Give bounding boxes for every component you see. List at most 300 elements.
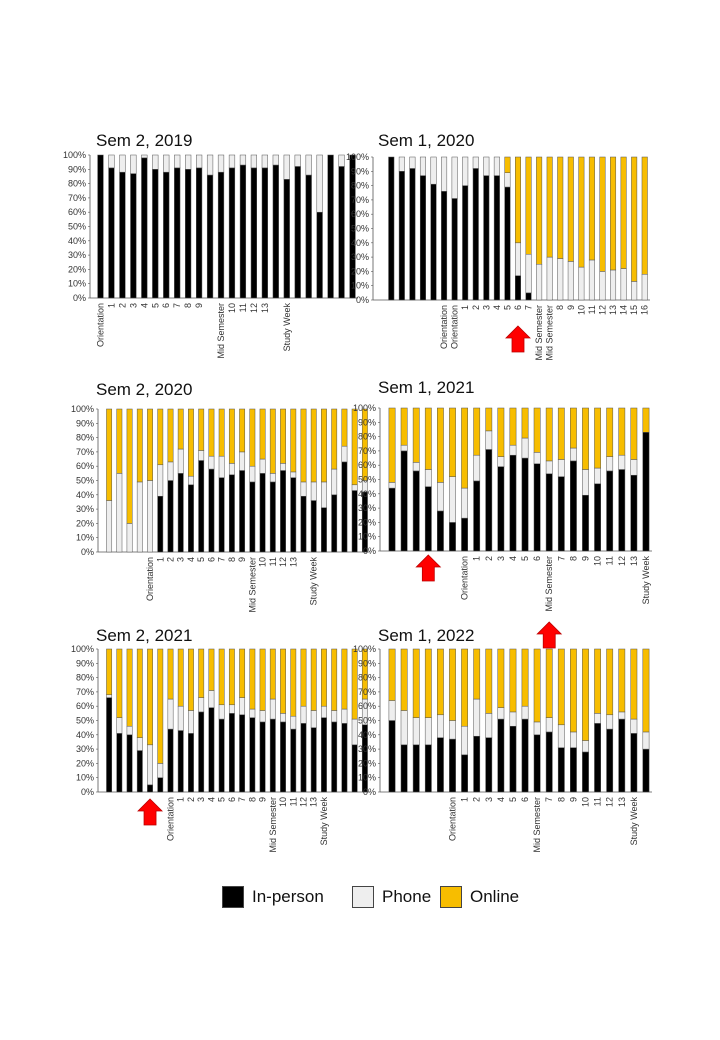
bar-segment-inperson bbox=[399, 171, 404, 300]
y-tick-label: 70% bbox=[75, 446, 94, 457]
bar-segment-inperson bbox=[321, 508, 326, 552]
legend-swatch-phone bbox=[352, 886, 374, 908]
x-tick-label: Orientation bbox=[449, 305, 460, 350]
bar-segment-phone bbox=[306, 155, 312, 175]
bar-segment-inperson bbox=[420, 176, 425, 300]
bar-segment-online bbox=[643, 408, 649, 432]
bar-segment-online bbox=[332, 409, 337, 469]
bar-segment-phone bbox=[291, 472, 296, 478]
y-tick-label: 10% bbox=[75, 532, 94, 543]
bar-segment-phone bbox=[229, 155, 235, 168]
y-tick-label: 80% bbox=[75, 672, 94, 683]
bar-segment-online bbox=[188, 649, 193, 710]
x-tick-label: Mid Semester bbox=[534, 305, 545, 361]
bar-segment-inperson bbox=[607, 729, 613, 792]
y-tick-label: 0% bbox=[355, 295, 369, 305]
bar-segment-inperson bbox=[168, 729, 173, 792]
bar-segment-phone bbox=[260, 710, 265, 721]
chart-title: Sem 1, 2021 bbox=[378, 378, 475, 397]
y-tick-label: 80% bbox=[357, 431, 376, 442]
bar-segment-phone bbox=[218, 155, 224, 172]
bar-segment-online bbox=[270, 409, 275, 473]
bar-segment-inperson bbox=[582, 495, 588, 551]
bar-segment-phone bbox=[321, 706, 326, 717]
bar-segment-phone bbox=[401, 710, 407, 744]
bar-segment-online bbox=[117, 649, 122, 718]
x-tick-label: Orientation bbox=[459, 556, 470, 601]
x-tick-label: 2 bbox=[117, 303, 128, 309]
bar-segment-online bbox=[621, 157, 626, 269]
bar-segment-phone bbox=[141, 155, 147, 158]
legend-label-inperson: In-person bbox=[252, 887, 324, 906]
bar-segment-online bbox=[437, 408, 443, 482]
y-tick-label: 0% bbox=[80, 547, 94, 557]
bar-segment-inperson bbox=[498, 467, 504, 551]
x-tick-label: Study Week bbox=[640, 556, 651, 605]
x-tick-label: 7 bbox=[544, 797, 555, 803]
bar-segment-online bbox=[425, 649, 431, 718]
bar-segment-inperson bbox=[413, 471, 419, 551]
x-tick-label: 11 bbox=[237, 303, 248, 313]
bar-segment-online bbox=[270, 649, 275, 699]
bar-segment-phone bbox=[280, 463, 285, 470]
bar-segment-phone bbox=[474, 455, 480, 481]
bar-segment-inperson bbox=[250, 482, 255, 552]
y-tick-label: 30% bbox=[350, 252, 369, 263]
bar-segment-phone bbox=[301, 706, 306, 723]
bar-segment-inperson bbox=[239, 715, 244, 792]
bar-segment-phone bbox=[631, 459, 637, 475]
x-tick-label: 12 bbox=[604, 797, 615, 808]
bar-segment-phone bbox=[534, 722, 540, 735]
legend-item-inperson bbox=[222, 884, 324, 910]
bar-segment-online bbox=[582, 649, 588, 741]
bar-segment-phone bbox=[420, 157, 425, 176]
bar-segment-inperson bbox=[273, 165, 279, 298]
bar-segment-online bbox=[474, 408, 480, 455]
bar-segment-phone bbox=[251, 155, 257, 168]
y-tick-label: 50% bbox=[357, 474, 376, 485]
bar-segment-inperson bbox=[473, 168, 478, 300]
bar-segment-online bbox=[301, 409, 306, 482]
y-tick-label: 40% bbox=[350, 237, 369, 248]
bar-segment-phone bbox=[332, 710, 337, 721]
y-tick-label: 60% bbox=[357, 701, 376, 712]
bar-segment-inperson bbox=[178, 473, 183, 552]
bar-segment-phone bbox=[449, 477, 455, 523]
y-tick-label: 80% bbox=[350, 180, 369, 191]
chart-3 bbox=[71, 380, 370, 613]
bar-segment-phone bbox=[339, 155, 345, 166]
bar-segment-phone bbox=[174, 155, 180, 168]
bar-segment-inperson bbox=[462, 186, 467, 300]
bar-segment-inperson bbox=[594, 484, 600, 551]
x-tick-label: Study Week bbox=[281, 303, 292, 352]
y-tick-label: 20% bbox=[75, 518, 94, 529]
x-tick-label: 12 bbox=[248, 303, 259, 314]
bar-segment-phone bbox=[106, 501, 111, 552]
bar-segment-inperson bbox=[209, 469, 214, 552]
bar-segment-inperson bbox=[270, 482, 275, 552]
bar-segment-inperson bbox=[120, 172, 126, 298]
bar-segment-phone bbox=[452, 157, 457, 198]
x-tick-label: 10 bbox=[592, 556, 603, 567]
x-tick-label: 10 bbox=[278, 797, 289, 808]
legend-item-phone bbox=[352, 884, 431, 910]
bar-segment-phone bbox=[461, 488, 467, 518]
y-tick-label: 60% bbox=[350, 209, 369, 220]
bar-segment-inperson bbox=[494, 176, 499, 300]
y-tick-label: 50% bbox=[357, 715, 376, 726]
bar-segment-phone bbox=[486, 713, 492, 737]
x-tick-label: 13 bbox=[608, 305, 619, 316]
x-tick-label: 10 bbox=[257, 557, 268, 568]
bar-segment-inperson bbox=[389, 157, 394, 300]
bar-segment-phone bbox=[522, 706, 528, 719]
bar-segment-online bbox=[498, 408, 504, 457]
bar-segment-inperson bbox=[137, 751, 142, 792]
bar-segment-phone bbox=[536, 264, 541, 300]
x-tick-label: 1 bbox=[471, 556, 482, 562]
bar-segment-inperson bbox=[643, 432, 649, 551]
bar-segment-phone bbox=[389, 482, 395, 488]
bar-segment-inperson bbox=[461, 518, 467, 551]
bar-segment-phone bbox=[473, 157, 478, 168]
bar-segment-online bbox=[342, 649, 347, 709]
x-tick-label: 6 bbox=[513, 305, 523, 311]
bar-segment-online bbox=[505, 157, 510, 173]
bar-segment-inperson bbox=[534, 464, 540, 551]
x-tick-label: 8 bbox=[183, 303, 194, 309]
bar-segment-phone bbox=[219, 705, 224, 719]
bar-segment-phone bbox=[413, 462, 419, 471]
bar-segment-online bbox=[127, 409, 132, 523]
bar-segment-online bbox=[229, 409, 234, 463]
bar-segment-inperson bbox=[474, 481, 480, 551]
bar-segment-phone bbox=[582, 741, 588, 752]
bar-segment-online bbox=[579, 157, 584, 267]
bar-segment-online bbox=[474, 649, 480, 699]
bar-segment-inperson bbox=[410, 168, 415, 300]
bar-segment-inperson bbox=[219, 719, 224, 792]
x-tick-label: 4 bbox=[206, 797, 217, 803]
x-tick-label: 8 bbox=[555, 305, 566, 311]
bar-segment-inperson bbox=[209, 708, 214, 792]
bar-segment-phone bbox=[188, 710, 193, 733]
bar-segment-phone bbox=[117, 473, 122, 552]
bar-segment-online bbox=[106, 649, 111, 695]
x-tick-label: 14 bbox=[618, 305, 629, 316]
bar-segment-phone bbox=[558, 459, 564, 476]
bar-segment-inperson bbox=[510, 726, 516, 792]
bar-segment-phone bbox=[321, 482, 326, 508]
x-tick-label: 13 bbox=[308, 797, 319, 808]
bar-segment-online bbox=[250, 409, 255, 466]
bar-segment-phone bbox=[498, 457, 504, 467]
bar-segment-inperson bbox=[250, 718, 255, 792]
x-tick-label: Study Week bbox=[628, 797, 639, 846]
bar-segment-phone bbox=[295, 155, 301, 166]
bar-segment-phone bbox=[317, 155, 323, 212]
bar-segment-inperson bbox=[389, 721, 395, 793]
bar-segment-online bbox=[342, 409, 347, 446]
bar-segment-online bbox=[437, 649, 443, 715]
bar-segment-phone bbox=[178, 706, 183, 730]
bar-segment-inperson bbox=[229, 168, 235, 298]
x-tick-label: 11 bbox=[288, 797, 299, 807]
bar-segment-online bbox=[127, 649, 132, 726]
y-tick-label: 30% bbox=[357, 744, 376, 755]
bar-segment-phone bbox=[484, 157, 489, 176]
bar-segment-phone bbox=[607, 715, 613, 729]
bar-segment-inperson bbox=[425, 487, 431, 551]
bar-segment-phone bbox=[534, 452, 540, 463]
bar-segment-inperson bbox=[317, 212, 323, 298]
y-tick-label: 10% bbox=[350, 280, 369, 291]
x-tick-label: 4 bbox=[491, 305, 502, 311]
bar-segment-online bbox=[600, 157, 605, 271]
bar-segment-phone bbox=[199, 450, 204, 460]
bar-segment-phone bbox=[127, 726, 132, 735]
bar-segment-online bbox=[547, 157, 552, 257]
bar-segment-phone bbox=[505, 173, 510, 187]
bar-segment-phone bbox=[342, 446, 347, 462]
bar-segment-phone bbox=[546, 718, 552, 732]
y-tick-label: 90% bbox=[67, 164, 86, 175]
y-tick-label: 90% bbox=[75, 418, 94, 429]
x-tick-label: 5 bbox=[507, 797, 518, 803]
bar-segment-inperson bbox=[441, 191, 446, 300]
bar-segment-phone bbox=[401, 445, 407, 451]
bar-segment-phone bbox=[510, 712, 516, 726]
bar-segment-phone bbox=[178, 449, 183, 473]
legend-swatch-inperson bbox=[222, 886, 244, 908]
bar-segment-phone bbox=[607, 457, 613, 471]
x-tick-label: 4 bbox=[185, 557, 196, 563]
bar-segment-inperson bbox=[260, 722, 265, 792]
bar-segment-inperson bbox=[332, 722, 337, 792]
bar-segment-online bbox=[311, 409, 316, 482]
bar-segment-phone bbox=[270, 473, 275, 482]
x-tick-label: Mid Semester bbox=[544, 305, 555, 361]
bar-segment-online bbox=[534, 649, 540, 722]
bar-segment-online bbox=[643, 649, 649, 732]
bar-segment-phone bbox=[152, 155, 158, 169]
bar-segment-phone bbox=[163, 155, 169, 172]
bar-segment-inperson bbox=[188, 485, 193, 552]
y-tick-label: 30% bbox=[357, 503, 376, 514]
y-tick-label: 20% bbox=[350, 266, 369, 277]
bar-segment-online bbox=[546, 408, 552, 461]
x-tick-label: 7 bbox=[237, 797, 248, 803]
bar-segment-online bbox=[401, 408, 407, 445]
bar-segment-inperson bbox=[498, 719, 504, 792]
bar-segment-online bbox=[321, 409, 326, 482]
bar-segment-phone bbox=[410, 157, 415, 168]
bar-segment-inperson bbox=[301, 723, 306, 792]
bar-segment-phone bbox=[631, 281, 636, 300]
x-tick-label: 16 bbox=[639, 305, 650, 316]
bar-segment-phone bbox=[557, 259, 562, 300]
bar-segment-phone bbox=[199, 698, 204, 712]
bar-segment-online bbox=[607, 408, 613, 457]
bar-segment-inperson bbox=[631, 733, 637, 792]
chart-6 bbox=[353, 626, 652, 853]
x-tick-label: 10 bbox=[226, 303, 237, 314]
y-tick-label: 70% bbox=[67, 192, 86, 203]
bar-segment-inperson bbox=[401, 451, 407, 551]
y-tick-label: 90% bbox=[357, 658, 376, 669]
bar-segment-online bbox=[389, 408, 395, 482]
y-tick-label: 70% bbox=[357, 686, 376, 697]
bar-segment-inperson bbox=[109, 168, 115, 298]
bar-segment-online bbox=[117, 409, 122, 473]
bar-segment-inperson bbox=[449, 522, 455, 551]
bar-segment-inperson bbox=[188, 733, 193, 792]
bar-segment-online bbox=[498, 649, 504, 708]
bar-segment-inperson bbox=[301, 496, 306, 552]
bar-segment-online bbox=[631, 157, 636, 281]
bar-segment-inperson bbox=[352, 491, 357, 552]
bar-segment-online bbox=[449, 649, 455, 721]
bar-segment-phone bbox=[389, 700, 395, 720]
y-tick-label: 0% bbox=[362, 546, 376, 556]
bar-segment-inperson bbox=[339, 166, 345, 298]
bar-segment-online bbox=[582, 408, 588, 469]
bar-segment-online bbox=[594, 649, 600, 713]
bar-segment-inperson bbox=[295, 166, 301, 298]
x-tick-label: 8 bbox=[226, 557, 237, 563]
bar-segment-phone bbox=[117, 718, 122, 734]
x-tick-label: Mid Semester bbox=[247, 557, 258, 613]
bar-segment-inperson bbox=[449, 739, 455, 792]
y-tick-label: 60% bbox=[67, 207, 86, 218]
bar-segment-phone bbox=[260, 459, 265, 473]
x-tick-label: 11 bbox=[592, 797, 603, 807]
x-tick-label: 10 bbox=[576, 305, 587, 316]
bar-segment-online bbox=[589, 157, 594, 260]
bar-segment-phone bbox=[437, 715, 443, 738]
bar-segment-inperson bbox=[280, 470, 285, 552]
bar-segment-online bbox=[607, 649, 613, 715]
bar-segment-online bbox=[413, 649, 419, 718]
bar-segment-inperson bbox=[141, 158, 147, 298]
bar-segment-phone bbox=[399, 157, 404, 171]
bar-segment-inperson bbox=[98, 155, 104, 298]
x-tick-label: 5 bbox=[502, 305, 513, 311]
x-tick-label: 1 bbox=[175, 797, 186, 803]
bar-segment-phone bbox=[474, 699, 480, 736]
bar-segment-inperson bbox=[311, 728, 316, 792]
bar-segment-inperson bbox=[582, 752, 588, 792]
bar-segment-online bbox=[510, 649, 516, 712]
bar-segment-online bbox=[178, 409, 183, 449]
bar-segment-inperson bbox=[251, 168, 257, 298]
bar-segment-online bbox=[147, 649, 152, 745]
y-tick-label: 90% bbox=[357, 417, 376, 428]
x-tick-label: 8 bbox=[556, 797, 567, 803]
bar-segment-inperson bbox=[163, 172, 169, 298]
bar-segment-inperson bbox=[413, 745, 419, 792]
x-tick-label: 8 bbox=[568, 556, 579, 562]
bar-segment-inperson bbox=[452, 198, 457, 300]
y-tick-label: 90% bbox=[350, 166, 369, 177]
bar-segment-inperson bbox=[437, 738, 443, 792]
bar-segment-inperson bbox=[546, 732, 552, 792]
bar-segment-online bbox=[199, 409, 204, 450]
x-tick-label: 12 bbox=[278, 557, 289, 568]
y-tick-label: 20% bbox=[357, 758, 376, 769]
x-tick-label: Study Week bbox=[318, 797, 329, 846]
bar-segment-phone bbox=[158, 465, 163, 496]
chart-title: Sem 2, 2019 bbox=[96, 131, 193, 150]
bar-segment-phone bbox=[185, 155, 191, 169]
bar-segment-phone bbox=[131, 155, 137, 174]
bar-segment-phone bbox=[546, 461, 552, 474]
bar-segment-online bbox=[250, 649, 255, 709]
y-tick-label: 100% bbox=[345, 152, 369, 162]
x-tick-label: 9 bbox=[257, 797, 268, 803]
bar-segment-phone bbox=[207, 155, 213, 175]
x-tick-label: Mid Semester bbox=[532, 797, 543, 853]
bar-segment-inperson bbox=[240, 165, 246, 298]
bar-segment-online bbox=[280, 409, 285, 463]
bar-segment-inperson bbox=[558, 477, 564, 551]
bar-segment-inperson bbox=[185, 169, 191, 298]
bar-segment-phone bbox=[250, 709, 255, 718]
bar-segment-inperson bbox=[431, 184, 436, 300]
bar-segment-online bbox=[449, 408, 455, 477]
bar-segment-phone bbox=[301, 482, 306, 496]
bar-segment-inperson bbox=[280, 722, 285, 792]
x-tick-label: 6 bbox=[226, 797, 237, 803]
bar-segment-online bbox=[168, 649, 173, 699]
bar-segment-inperson bbox=[321, 718, 326, 792]
bar-segment-online bbox=[239, 409, 244, 452]
bar-segment-online bbox=[168, 409, 173, 462]
x-tick-label: 7 bbox=[523, 305, 534, 311]
y-tick-label: 70% bbox=[75, 686, 94, 697]
bar-segment-phone bbox=[570, 732, 576, 748]
bar-segment-inperson bbox=[229, 475, 234, 552]
bar-segment-phone bbox=[188, 476, 193, 485]
bar-segment-phone bbox=[127, 523, 132, 552]
y-tick-label: 0% bbox=[80, 787, 94, 797]
bar-segment-inperson bbox=[515, 276, 520, 300]
bar-segment-online bbox=[147, 409, 152, 481]
bar-segment-online bbox=[178, 649, 183, 706]
bar-segment-inperson bbox=[342, 462, 347, 552]
bar-segment-phone bbox=[352, 485, 357, 491]
bar-segment-inperson bbox=[570, 461, 576, 551]
legend-item-online bbox=[440, 884, 519, 910]
red-arrow-icon bbox=[138, 799, 162, 825]
bar-segment-online bbox=[219, 409, 224, 456]
bar-segment-online bbox=[594, 408, 600, 468]
x-tick-label: 13 bbox=[616, 797, 627, 808]
bar-segment-online bbox=[558, 408, 564, 459]
bar-segment-inperson bbox=[425, 745, 431, 792]
y-tick-label: 80% bbox=[67, 178, 86, 189]
x-tick-label: 1 bbox=[459, 797, 470, 803]
bar-segment-phone bbox=[284, 155, 290, 179]
bar-segment-phone bbox=[106, 695, 111, 698]
bar-segment-phone bbox=[270, 699, 275, 719]
x-tick-label: Mid Semester bbox=[216, 303, 227, 359]
bar-segment-online bbox=[568, 157, 573, 261]
y-tick-label: 40% bbox=[75, 729, 94, 740]
bar-segment-online bbox=[631, 649, 637, 719]
